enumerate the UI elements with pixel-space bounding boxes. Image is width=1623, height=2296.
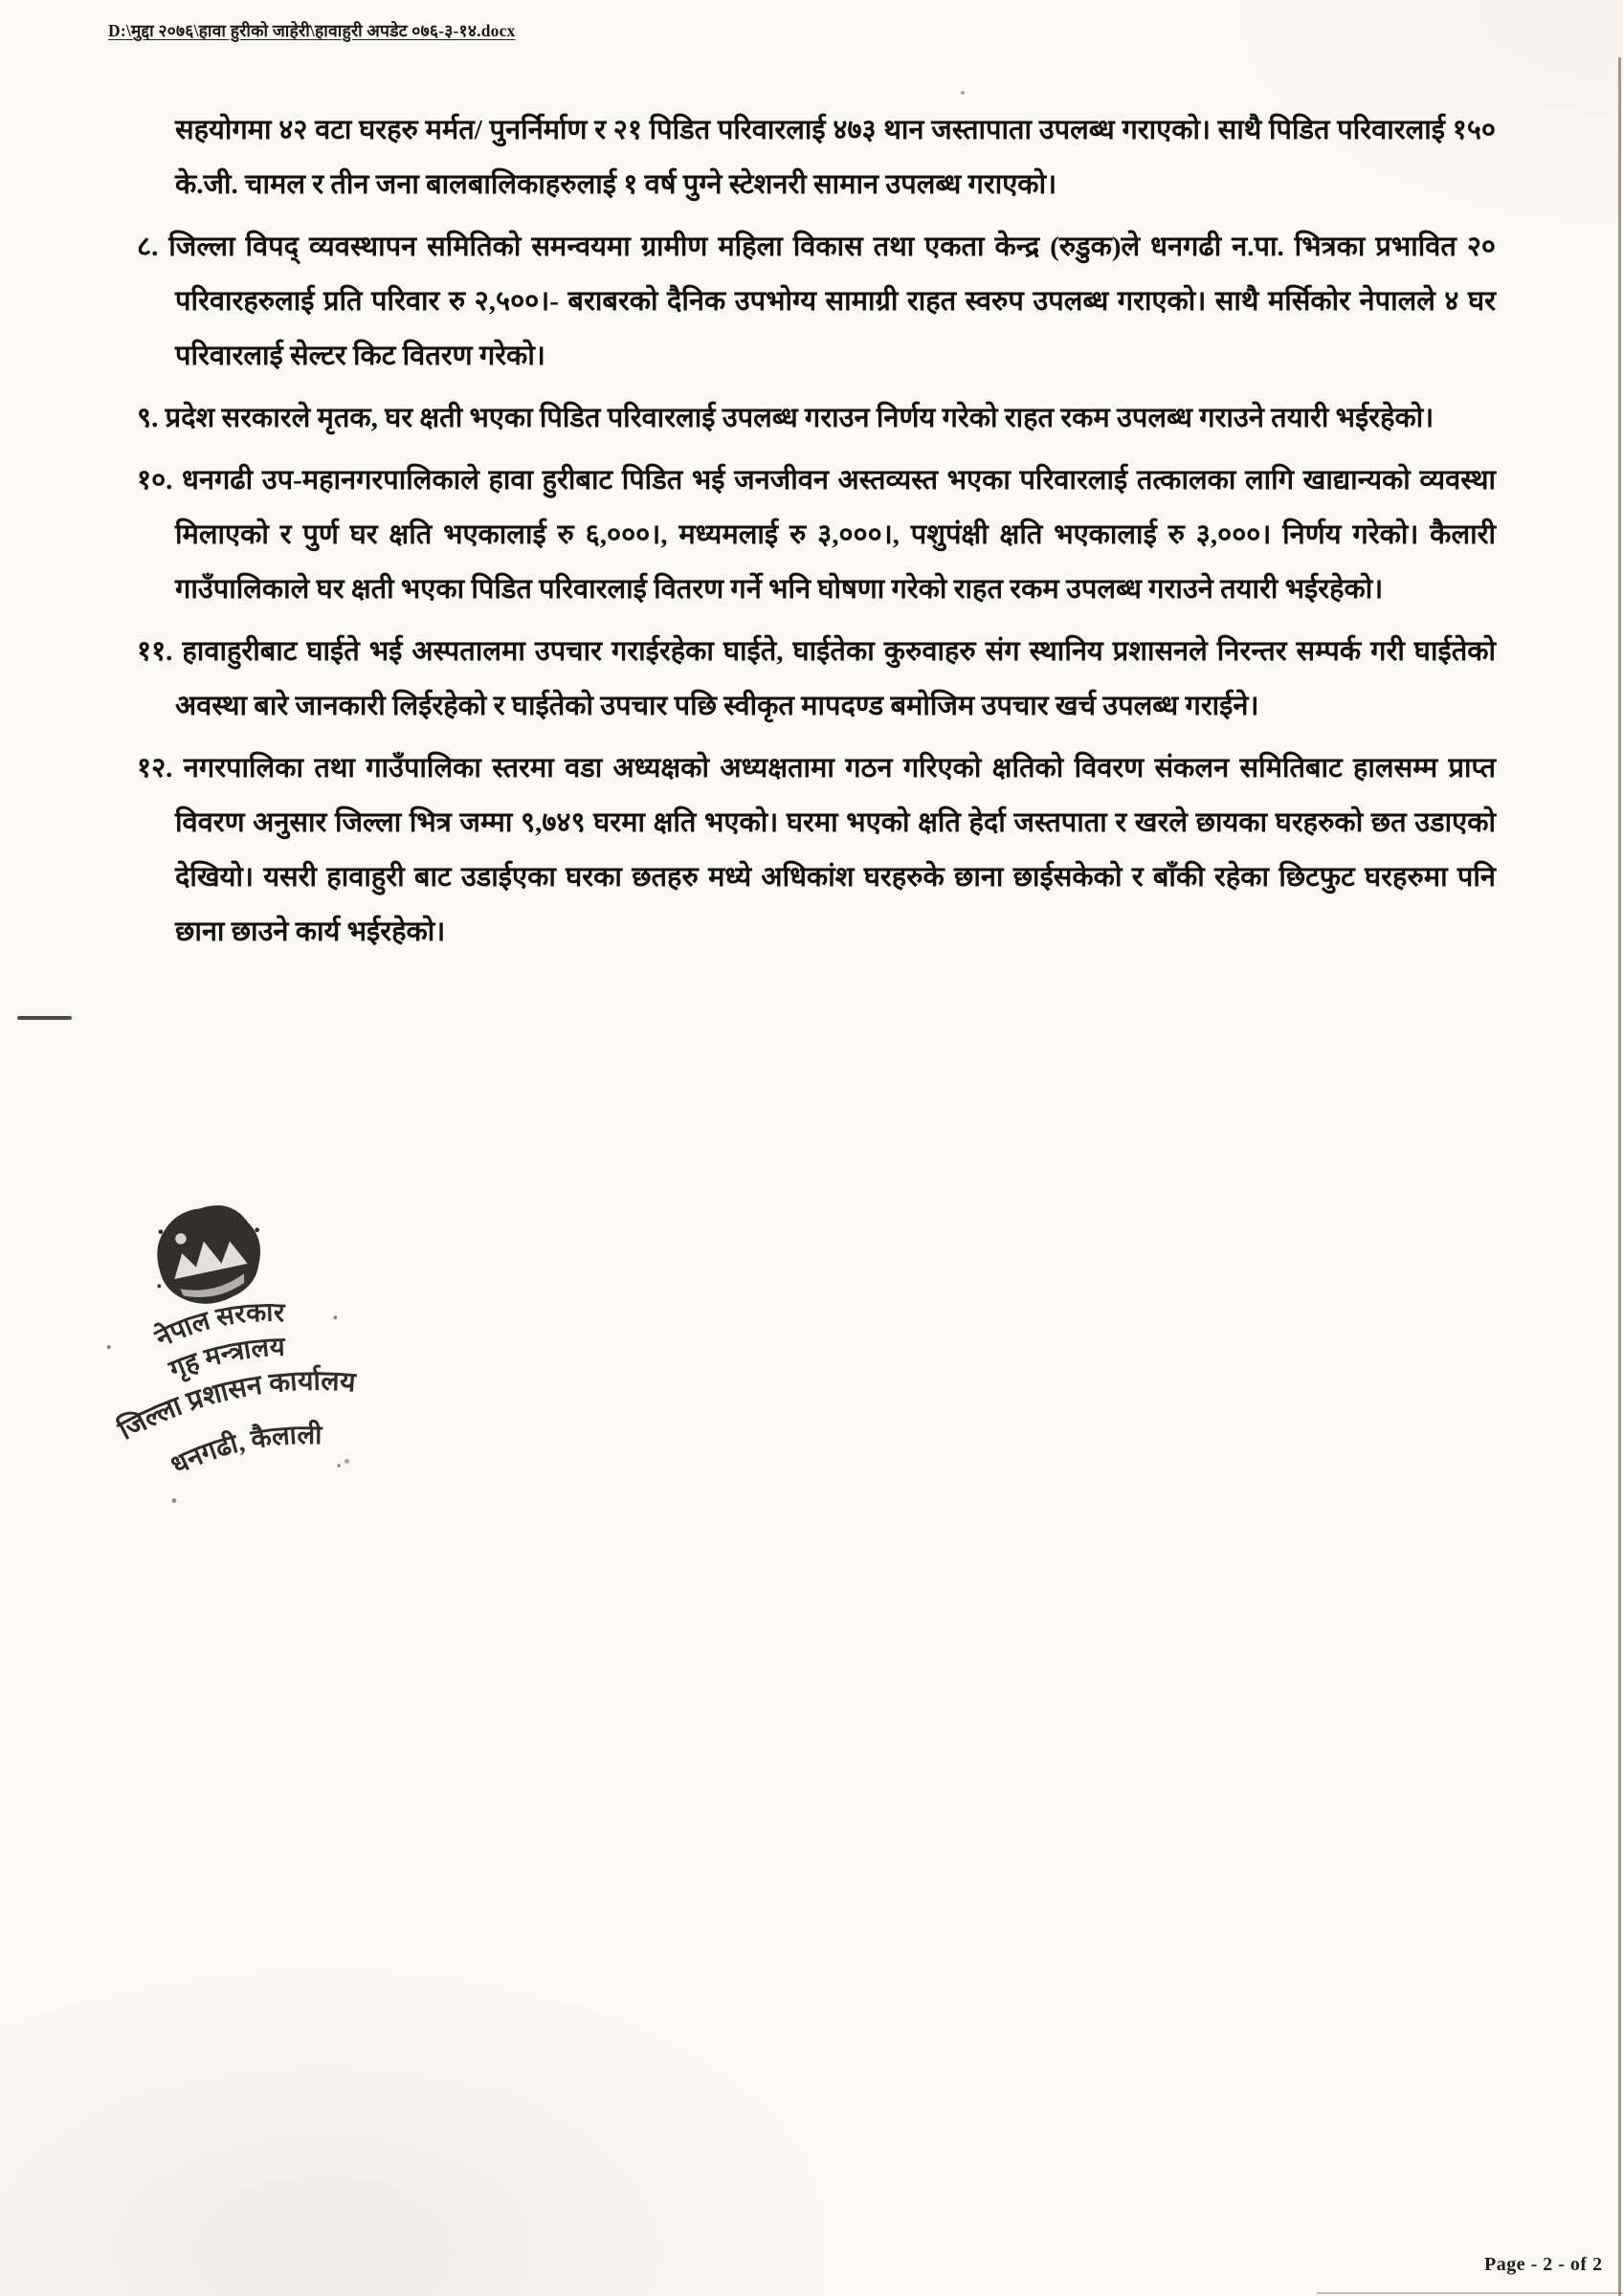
item-number: ११. — [137, 636, 173, 667]
item-number: १२. — [137, 753, 173, 784]
stamp-line-1: नेपाल सरकार — [150, 1296, 285, 1354]
numbered-item — [137, 625, 1496, 734]
official-stamp — [59, 1184, 396, 1515]
stamp-line-4: धनगढी, कैलाली — [166, 1419, 322, 1481]
item-number: ९. — [137, 403, 159, 433]
scan-speck — [961, 91, 965, 95]
document-body — [137, 103, 1496, 967]
scan-speck — [345, 1459, 349, 1464]
item-text: प्रदेश सरकारले मृतक, घर क्षती भएका पिडित परिवारलाई उपलब्ध गराउन निर्णय गरेको राहत रकम उपलब्ध गराउने तयारी भईरहेको। — [165, 403, 1434, 433]
item-text: जिल्ला विपद् व्यवस्थापन समितिको समन्वयमा ग्रामीण महिला विकास तथा एकता केन्द्र (रुडुक)ले धनगढी न.पा. भित्रका प्रभावित २० परिवारहरुलाई प्रति परिवार रु २,५००।- बराबरको दैनिक उपभोग्य सामाग्री राहत स्वरुप उपलब्ध गराएको। साथै मर्सिकोर नेपालले ४ घर परिवारलाई सेल्टर किट वितरण गरेको। — [168, 232, 1496, 371]
document-file-path-header: D:\मुद्दा २०७६\हावा हुरीको जाहेरी\हावाहुरी अपडेट ०७६-३-१४.docx — [108, 21, 516, 40]
numbered-item — [137, 220, 1496, 384]
numbered-item — [137, 453, 1496, 617]
margin-dash-mark — [17, 1016, 72, 1020]
items-list — [137, 220, 1496, 960]
scan-edge-artifact-bottom — [1317, 2292, 1623, 2294]
nepal-emblem-icon — [144, 1197, 273, 1314]
stamp-line-2: गृह मन्त्रालय — [165, 1331, 286, 1384]
intro-paragraph: सहयोगमा ४२ वटा घरहरु मर्मत/ पुनर्निर्माण र २१ पिडित परिवारलाई ४७३ थान जस्तापाता उपलब्ध गराएको। साथै पिडित परिवारलाई १५० के.जी. चामल र तीन जना बालबालिकाहरुलाई १ वर्ष पुग्ने स्टेशनरी सामान उपलब्ध गराएको। — [175, 115, 1496, 200]
item-number: ८. — [137, 232, 159, 262]
scan-edge-artifact — [1618, 57, 1621, 2296]
numbered-item — [137, 391, 1496, 446]
item-text: हावाहुरीबाट घाईते भई अस्पतालमा उपचार गराईरहेका घाईते, घाईतेका कुरुवाहरु संग स्थानिय प्रशासनले निरन्तर सम्पर्क गरी घाईतेको अवस्था बारे जानकारी लिईरहेको र घाईतेको उपचार पछि स्वीकृत मापदण्ड बमोजिम उपचार खर्च उपलब्ध गराईने। — [175, 636, 1497, 721]
item-text: नगरपालिका तथा गाउँपालिका स्तरमा वडा अध्यक्षको अध्यक्षतामा गठन गरिएको क्षतिको विवरण संकलन समितिबाट हालसम्म प्राप्त विवरण अनुसार जिल्ला भित्र जम्मा ९,७४९ घरमा क्षति भएको। घरमा भएको क्षति हेर्दा जस्तपाता र खरले छायका घरहरुको छत उडाएको देखियो। यसरी हावाहुरी बाट उडाईएका घरका छतहरु मध्ये अधिकांश घरहरुके छाना छाईसकेको र बाँकी रहेका छिटफुट घरहरुमा पनि छाना छाउने कार्य भईरहेको। — [175, 753, 1497, 947]
item-number: १०. — [137, 465, 173, 496]
page-number-footer: Page - 2 - of 2 — [1484, 2254, 1603, 2275]
numbered-item — [137, 741, 1496, 960]
item-text: धनगढी उप-महानगरपालिकाले हावा हुरीबाट पिडित भई जनजीवन अस्तव्यस्त भएका परिवारलाई तत्कालका लागि खाद्यान्यको व्यवस्था मिलाएको र पुर्ण घर क्षति भएकालाई रु ६,०००।, मध्यमलाई रु ३,०००।, पशुपंक्षी क्षति भएकालाई रु ३,०००। निर्णय गरेको। कैलारी गाउँपालिकाले घर क्षती भएका पिडित परिवारलाई वितरण गर्ने भनि घोषणा गरेको राहत रकम उपलब्ध गराउने तयारी भईरहेको। — [175, 465, 1496, 605]
stamp-line-3: जिल्ला प्रशासन कार्यालय — [114, 1366, 357, 1446]
